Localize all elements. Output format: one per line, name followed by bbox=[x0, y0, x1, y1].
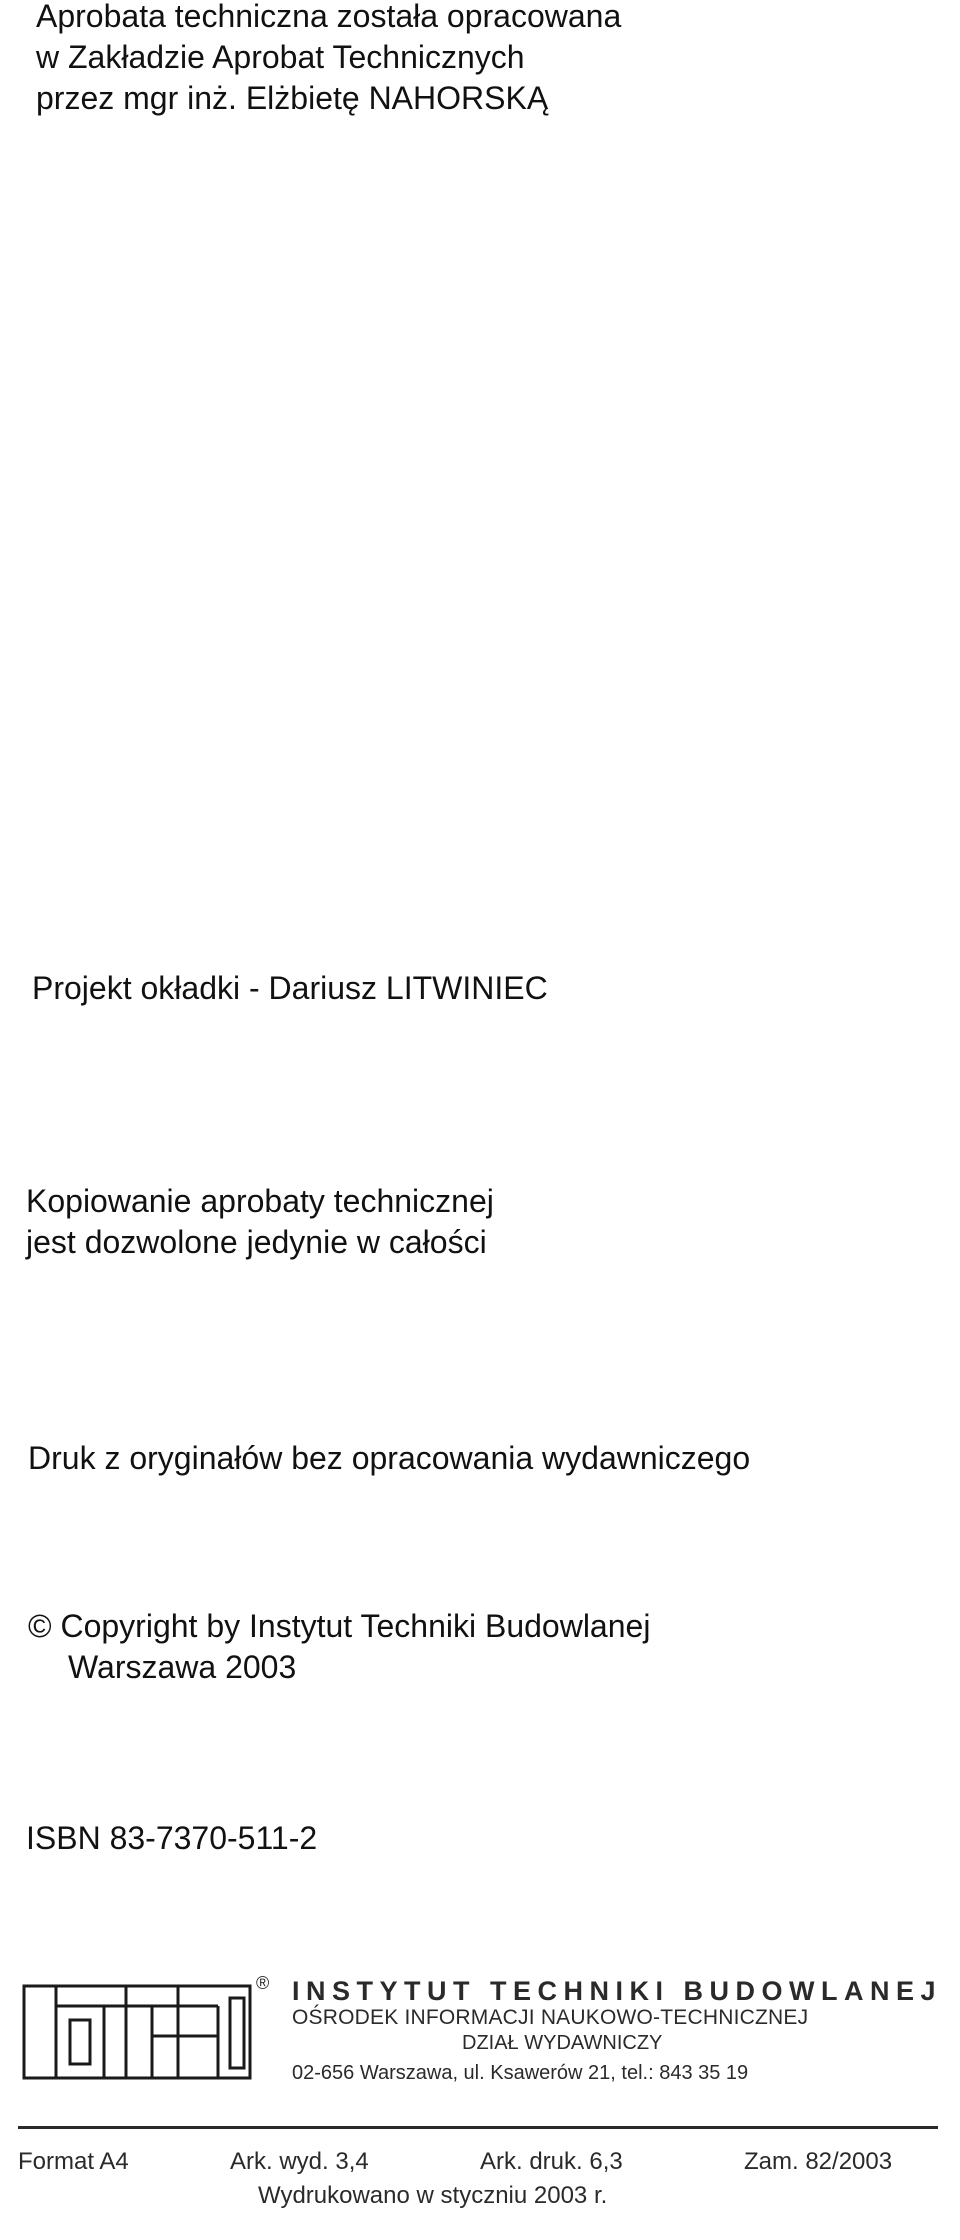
imprint-order: Zam. 82/2003 bbox=[744, 2148, 893, 2175]
cover-design-credit: Projekt okładki - Dariusz LITWINIEC bbox=[32, 970, 548, 1006]
copy-notice-line-2: jest dozwolone jedynie w całości bbox=[26, 1224, 487, 1260]
copyright-line-2: Warszawa 2003 bbox=[68, 1649, 297, 1685]
imprint-printed-date: Wydrukowano w styczniu 2003 r. bbox=[258, 2182, 608, 2209]
imprint-divider bbox=[18, 2126, 938, 2129]
publisher-address: 02-656 Warszawa, ul. Ksawerów 21, tel.: 843 35 19 bbox=[292, 2062, 749, 2084]
author-credit bbox=[36, 0, 621, 119]
publisher-name: INSTYTUT TECHNIKI BUDOWLANEJ bbox=[292, 1976, 942, 2006]
imprint-ark-wyd: Ark. wyd. 3,4 bbox=[230, 2148, 369, 2175]
itb-logo-icon bbox=[22, 1984, 252, 2080]
imprint-ark-druk: Ark. druk. 6,3 bbox=[480, 2148, 623, 2175]
copy-notice bbox=[26, 1181, 494, 1263]
publisher-subdivision: DZIAŁ WYDAWNICZY bbox=[462, 2032, 663, 2054]
copy-notice-line-1: Kopiowanie aprobaty technicznej bbox=[26, 1183, 494, 1219]
print-note: Druk z oryginałów bez opracowania wydawniczego bbox=[28, 1440, 751, 1476]
copyright-line-1: © Copyright by Instytut Techniki Budowlanej bbox=[28, 1608, 651, 1644]
author-line-2: w Zakładzie Aprobat Technicznych bbox=[36, 39, 525, 75]
author-line-3: przez mgr inż. Elżbietę NAHORSKĄ bbox=[36, 80, 549, 116]
publisher-info bbox=[292, 1976, 942, 2088]
imprint-format: Format A4 bbox=[18, 2148, 129, 2175]
author-line-1: Aprobata techniczna została opracowana bbox=[36, 0, 622, 34]
publisher-division: OŚRODEK INFORMACJI NAUKOWO-TECHNICZNEJ bbox=[292, 2006, 809, 2029]
isbn-number: ISBN 83-7370-511-2 bbox=[26, 1820, 318, 1856]
copyright-notice bbox=[28, 1606, 650, 1688]
registered-mark: ® bbox=[256, 1973, 270, 1993]
